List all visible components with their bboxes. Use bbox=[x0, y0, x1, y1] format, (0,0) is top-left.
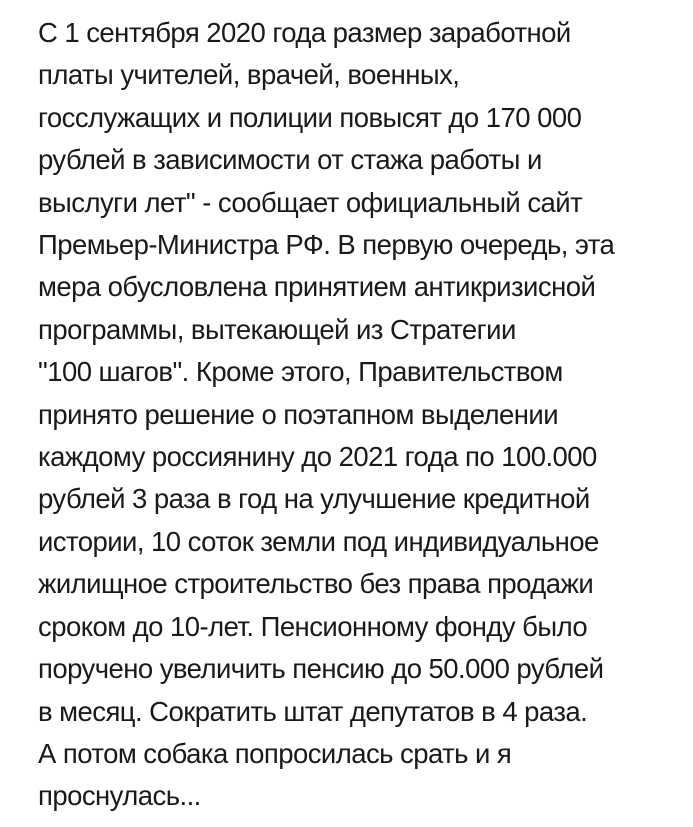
text-line-14: жилищное строительство без права продажи bbox=[38, 568, 594, 600]
text-line-1: С 1 сентября 2020 года размер заработной bbox=[38, 17, 571, 48]
text-line-2: платы учителей, врачей, военных, bbox=[38, 59, 460, 91]
text-line-18: А потом собака попросилась срать и я bbox=[38, 737, 512, 769]
text-line-10: принято решение о поэтапном выделении bbox=[38, 398, 559, 430]
post-text bbox=[38, 12, 678, 818]
text-line-9: "100 шагов". Кроме этого, Правительством bbox=[38, 356, 563, 388]
text-line-6: Премьер-Министра РФ. В первую очередь, эта bbox=[38, 229, 615, 261]
text-line-16: поручено увеличить пенсию до 50.000 рублей bbox=[38, 653, 604, 685]
text-line-13: истории, 10 соток земли под индивидуальное bbox=[38, 525, 599, 557]
text-line-7: мера обусловлена принятием антикризисной bbox=[38, 271, 596, 303]
text-line-5: выслуги лет" - сообщает официальный сайт bbox=[38, 186, 583, 218]
text-line-3: госслужащих и полиции повысят до 170 000 bbox=[38, 101, 582, 133]
text-line-17: в месяц. Сократить штат депутатов в 4 раза. bbox=[38, 695, 588, 727]
text-line-12: рублей 3 раза в год на улучшение кредитной bbox=[38, 483, 590, 515]
text-line-11: каждому россиянину до 2021 года по 100.000 bbox=[38, 441, 597, 473]
text-line-4: рублей в зависимости от стажа работы и bbox=[38, 144, 542, 176]
text-line-19: проснулась... bbox=[38, 780, 201, 812]
text-line-8: программы, вытекающей из Стратегии bbox=[38, 313, 516, 345]
text-line-15: сроком до 10-лет. Пенсионному фонду было bbox=[38, 610, 588, 642]
